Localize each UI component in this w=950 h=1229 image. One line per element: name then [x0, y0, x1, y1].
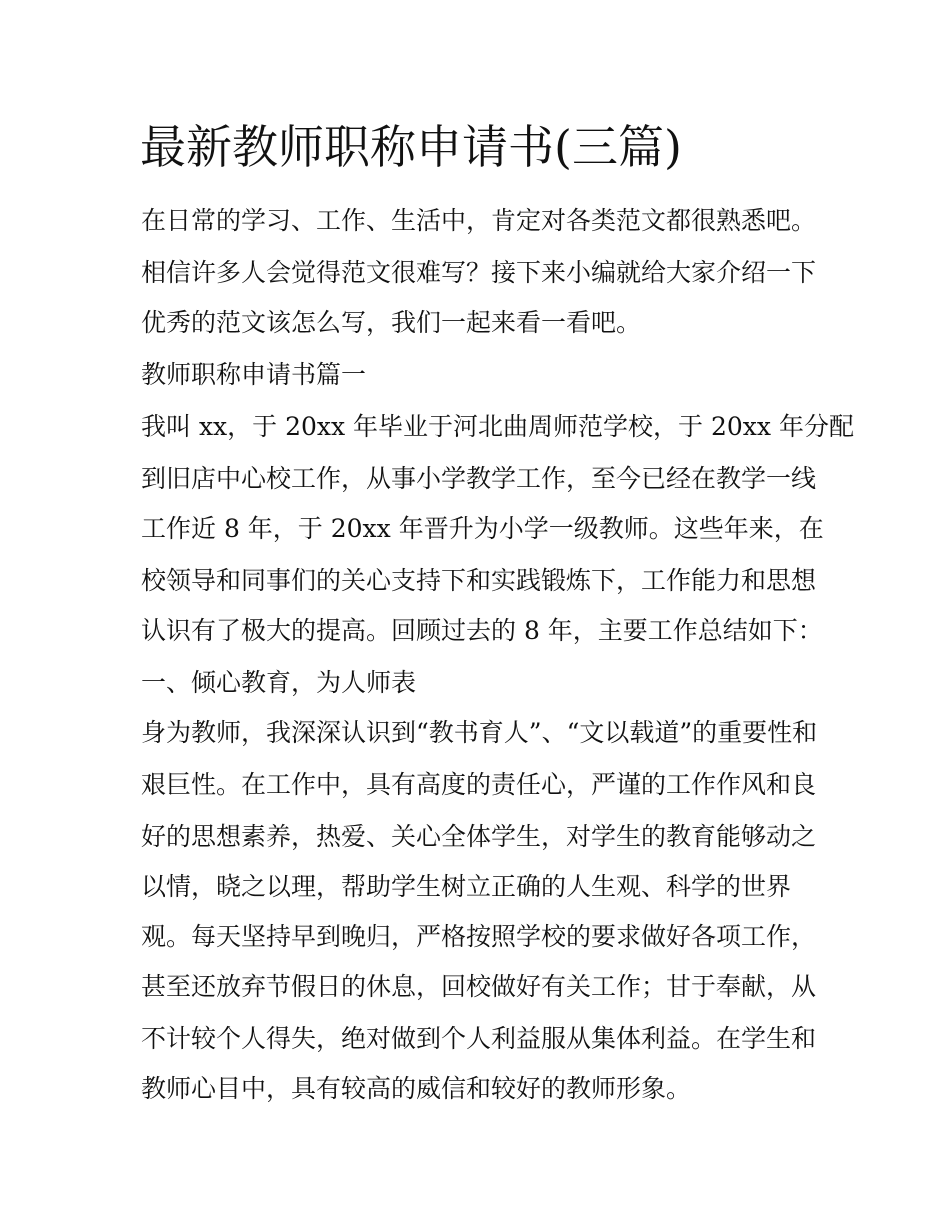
body-line: 艰巨性。在工作中，具有高度的责任心，严谨的工作作风和良 [141, 770, 817, 799]
body-line: 观。每天坚持早到晚归，严格按照学校的要求做好各项工作， [141, 922, 817, 951]
body-line: 认识有了极大的提高。回顾过去的 8 年，主要工作总结如下： [141, 616, 823, 645]
intro-line-2: 相信许多人会觉得范文很难写？接下来小编就给大家介绍一下 [141, 258, 817, 287]
body-line: 我叫 xx，于 20xx 年毕业于河北曲周师范学校，于 20xx 年分配 [141, 412, 854, 441]
body-line: 到旧店中心校工作，从事小学教学工作，至今已经在教学一线 [141, 464, 817, 493]
document-title: 最新教师职称申请书(三篇) [140, 120, 682, 174]
body-line: 不计较个人得失，绝对做到个人利益服从集体利益。在学生和 [141, 1024, 817, 1053]
body-line: 好的思想素养，热爱、关心全体学生，对学生的教育能够动之 [141, 822, 817, 851]
intro-line-1: 在日常的学习、工作、生活中，肯定对各类范文都很熟悉吧。 [141, 206, 817, 235]
intro-line-3: 优秀的范文该怎么写，我们一起来看一看吧。 [141, 308, 642, 337]
body-line: 校领导和同事们的关心支持下和实践锻炼下，工作能力和思想 [141, 566, 817, 595]
body-line: 教师心目中，具有较高的威信和较好的教师形象。 [141, 1074, 692, 1103]
subheading-1: 一、倾心教育，为人师表 [141, 668, 417, 697]
body-line: 以情，晓之以理，帮助学生树立正确的人生观、科学的世界 [141, 872, 792, 901]
body-line: 甚至还放弃节假日的休息，回校做好有关工作；甘于奉献，从 [141, 972, 817, 1001]
section-heading-1: 教师职称申请书篇一 [141, 360, 367, 389]
body-line: 身为教师，我深深认识到“教书育人”、“文以载道”的重要性和 [141, 718, 818, 747]
body-line: 工作近 8 年，于 20xx 年晋升为小学一级教师。这些年来，在 [141, 514, 824, 543]
